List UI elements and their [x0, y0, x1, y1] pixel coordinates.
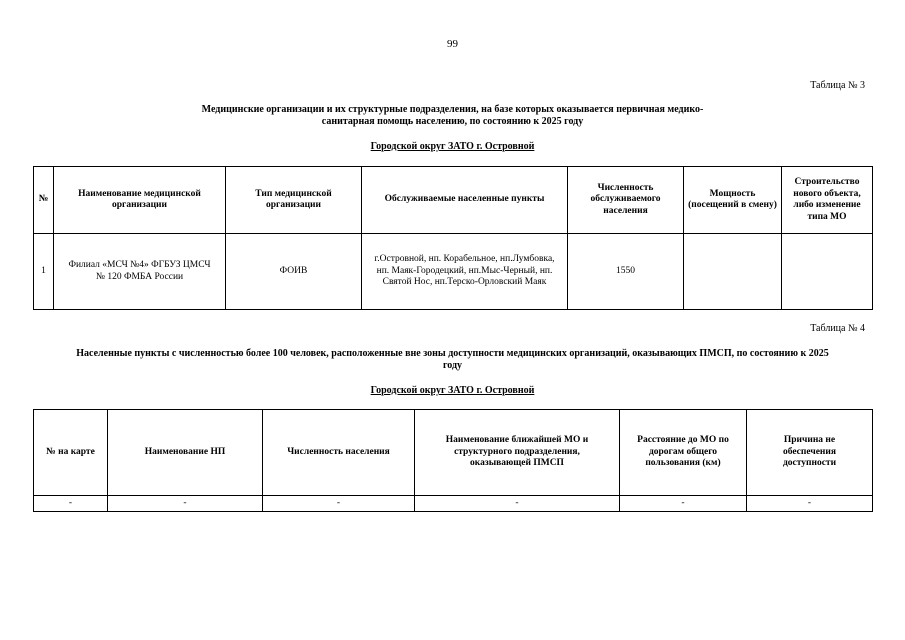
table3-header-cell: №: [34, 167, 54, 234]
table3-header-cell: Строительство нового объекта, либо изменение типа МО: [782, 167, 873, 234]
table3-header-cell: Наименование медицинской организации: [54, 167, 226, 234]
table3-header-cell: Обслуживаемые населенные пункты: [362, 167, 568, 234]
table-cell: 1: [34, 234, 54, 310]
table3-subtitle: Городской округ ЗАТО г. Островной: [370, 141, 535, 152]
table-cell: -: [747, 496, 873, 512]
table-cell: -: [263, 496, 415, 512]
table3-title: [0, 104, 905, 128]
table-cell: г.Островной, нп. Корабельное, нп.Лумбовка, нп. Маяк-Городецкий, нп.Мыс-Черный, нп. Святой Нос, нп.Терско-Орловский Маяк: [362, 234, 568, 310]
table-row: [34, 234, 873, 310]
table3-title-line1: Медицинские организации и их структурные подразделения, на базе которых оказывается первичная медико-: [201, 104, 704, 115]
table3-header-row: [34, 167, 873, 234]
table4-header-cell: Численность населения: [263, 410, 415, 496]
table4-header-cell: Наименование ближайшей МО и структурного подразделения, оказывающей ПМСП: [415, 410, 620, 496]
table4-header-cell: Наименование НП: [108, 410, 263, 496]
table-cell: 1550: [568, 234, 684, 310]
table3: [33, 166, 873, 310]
table-cell: -: [34, 496, 108, 512]
page-number: 99: [447, 38, 458, 50]
table-cell: -: [415, 496, 620, 512]
table4: [33, 409, 873, 512]
table3-header-cell: Мощность (посещений в смену): [684, 167, 782, 234]
table4-title-line2: году: [442, 360, 463, 371]
table-cell: -: [620, 496, 747, 512]
table4-header-cell: № на карте: [34, 410, 108, 496]
table-cell: Филиал «МСЧ №4» ФГБУЗ ЦМСЧ № 120 ФМБА России: [54, 234, 226, 310]
table4-title: [0, 348, 905, 372]
table4-subtitle: Городской округ ЗАТО г. Островной: [370, 385, 535, 396]
table-cell: [782, 234, 873, 310]
table-cell: -: [108, 496, 263, 512]
table3-title-line2: санитарная помощь населению, по состоянию к 2025 году: [321, 116, 584, 127]
table4-header-cell: Причина не обеспечения доступности: [747, 410, 873, 496]
table-row: [34, 496, 873, 512]
table4-title-line1: Населенные пункты с численностью более 100 человек, расположенные вне зоны доступности медицинских организаций, оказывающих ПМСП, по состоянию к 2025: [76, 348, 829, 359]
table4-caption: Таблица № 4: [810, 323, 865, 334]
table3-caption: Таблица № 3: [810, 80, 865, 91]
table4-header-row: [34, 410, 873, 496]
table-cell: [684, 234, 782, 310]
table3-header-cell: Тип медицинской организации: [226, 167, 362, 234]
table4-header-cell: Расстояние до МО по дорогам общего пользования (км): [620, 410, 747, 496]
table3-header-cell: Численность обслуживаемого населения: [568, 167, 684, 234]
table-cell: ФОИВ: [226, 234, 362, 310]
